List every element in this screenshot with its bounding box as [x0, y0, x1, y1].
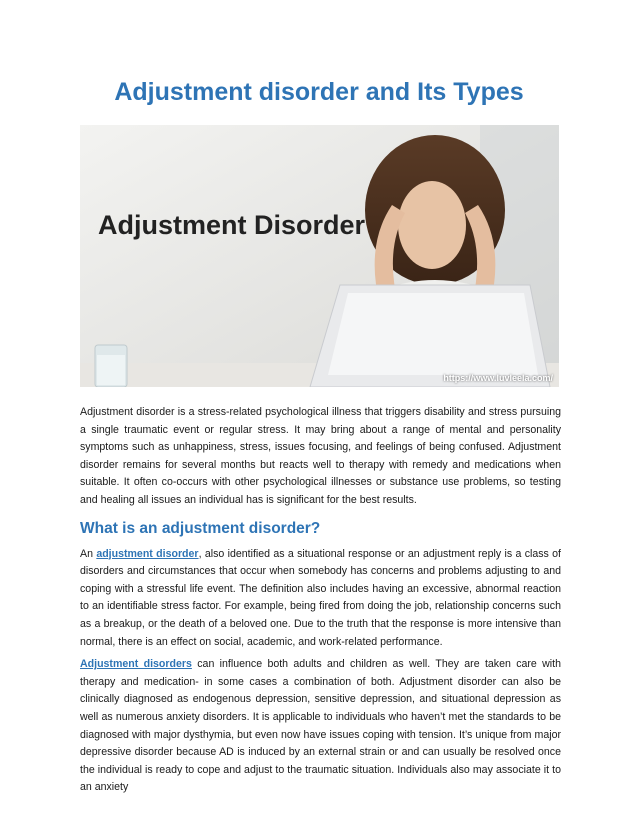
paragraph-prefix: An: [80, 547, 97, 560]
intro-paragraph: Adjustment disorder is a stress-related psychological illness that triggers disability and stress pursuing a single traumatic event or regular stress. It may bring about a range of mental and personality symptoms such as unhappiness, stress, issues focusing, and feelings of being confused. Adjustment disorder remains for several months but reacts well to therapy with remedy and medications when suitable. It often co-occurs with other psychological illnesses or substance use problems, so testing and healing all issues an individual has is significant for the best results.: [80, 406, 561, 506]
section-heading: What is an adjustment disorder?: [80, 519, 321, 537]
hero-watermark-url: https://www.luvleela.com/: [443, 373, 553, 383]
hero-caption: Adjustment Disorder: [98, 210, 366, 240]
definition-paragraph: [80, 546, 561, 652]
paragraph-text: can influence both adults and children as well. They are taken care with therapy and medication- in some cases a combination of both. Adjustment disorder can also be clinically diagnosed as endogenous depression, sensitive depression, and situational depression as well as numerous anxiety disorders. It is applicable to individuals who haven’t met the standards to be diagnosed with major dysthymia, but even now have issues coping with tension. It’s unique from major depressive disorder because AD is induced by an external strain or and can usually be resolved once the individual is ready to cope and adjust to the traumatic situation. Individuals also may associate it to an anxiety: [80, 658, 561, 794]
hero-photo: [80, 125, 559, 387]
article-body: [80, 404, 561, 802]
adjustment-disorder-link[interactable]: adjustment disorder: [96, 547, 199, 560]
treatment-paragraph: [80, 656, 561, 797]
hero-image: [80, 125, 559, 387]
paragraph-text: , also identified as a situational response or an adjustment reply is a class of disorders and circumstances that occur when somebody has concerns and problems adjusting to and coping with a stressful life event. The definition also includes having an excessive, abnormal reaction to an identifiable stress factor. For example, being fired from doing the job, relationship concerns such as a breakup, or the death of a beloved one. Due to the truth that the response is more intensive than normal, there is an effect on social, academic, and work-related performance.: [80, 547, 562, 648]
adjustment-disorders-link[interactable]: Adjustment disorders: [80, 658, 192, 671]
page-title: Adjustment disorder and Its Types: [114, 78, 524, 106]
